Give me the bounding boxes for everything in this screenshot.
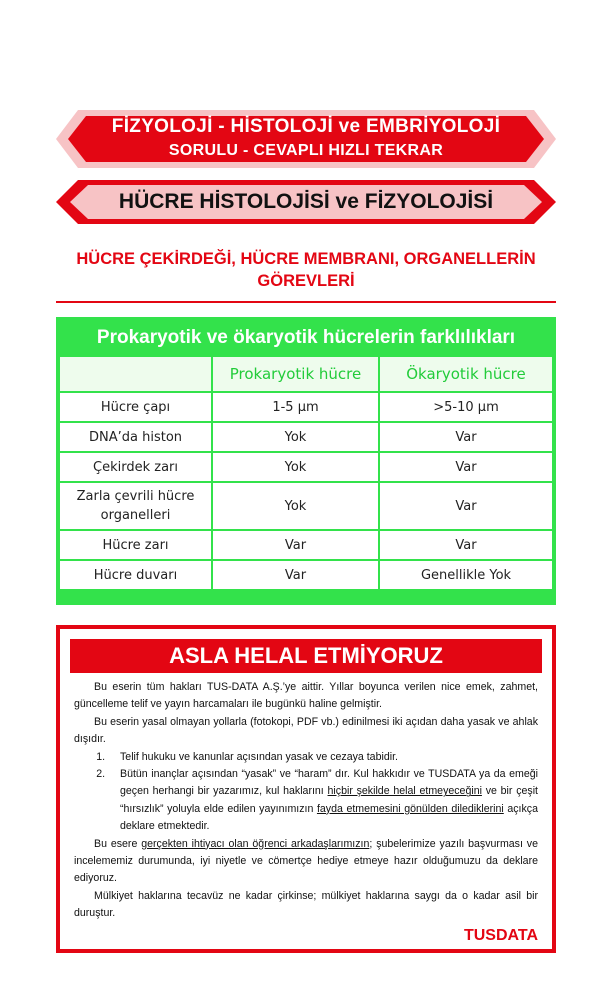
- notice-paragraph-3: [74, 836, 538, 888]
- comparison-table: [58, 355, 554, 591]
- notice-paragraph-4: Mülkiyet haklarına tecavüz ne kadar çirkinse; mülkiyet haklarına saygı da o kadar asil bir duruştur.: [74, 889, 538, 920]
- item2-underlined-1: hiçbir şekilde helal etmeyeceğini: [327, 785, 482, 798]
- p3-text-a: Bu esere: [94, 837, 142, 850]
- chapter-banner: [56, 180, 556, 224]
- notice-list-item-2: [108, 766, 538, 836]
- table-row: [59, 482, 553, 530]
- prokaryotic-value: Yok: [212, 422, 379, 452]
- book-series-subtitle: SORULU - CEVAPLI HIZLI TEKRAR: [168, 142, 444, 159]
- top-banner: [56, 110, 556, 168]
- notice-body: [74, 679, 538, 923]
- section-divider: [56, 301, 556, 303]
- notice-list-item-1: 1. Telif hukuku ve kanunlar açısından yasak ve cezaya tabidir.: [108, 749, 538, 766]
- eukaryotic-value: Var: [379, 452, 553, 482]
- table-row: [59, 422, 553, 452]
- table-row: [59, 530, 553, 560]
- p3-text-b: ; şubelerimize yazılı başvurması ve incelememiz durumunda, iyi niyetle ve cömertçe hediye etmeye hazır olduğumuzu da deklare ediyoruz.: [74, 837, 538, 885]
- section-title-line-1: HÜCRE ÇEKİRDEĞİ, HÜCRE MEMBRANI, ORGANELLERİN: [76, 250, 536, 268]
- eukaryotic-value: Var: [379, 530, 553, 560]
- notice-paragraph-1: Bu eserin tüm hakları TUS-DATA A.Ş.’ye aittir. Yıllar boyunca verilen nice emek, zahmet, güncelleme telif ve yayın harcamaları ile bugünkü haline gelmiştir.: [74, 681, 538, 711]
- table-caption: Prokaryotik ve ökaryotik hücrelerin farklılıkları: [96, 327, 516, 348]
- item2-text-c: açıkça deklare etmektedir.: [120, 802, 538, 833]
- eukaryotic-value: >5-10 μm: [379, 392, 553, 422]
- table-row: [59, 392, 553, 422]
- prokaryotic-value: 1-5 μm: [212, 392, 379, 422]
- row-label: Zarla çevrili hücre organelleri: [59, 482, 212, 530]
- table-row: [59, 452, 553, 482]
- item2-text-b: ve bir çeşit “hırsızlık” yoluyla elde edilen yayınımızın: [120, 785, 538, 815]
- notice-heading: ASLA HELAL ETMİYORUZ: [70, 639, 542, 673]
- row-label: DNA’da histon: [59, 422, 212, 452]
- row-label: Hücre duvarı: [59, 560, 212, 590]
- brand-logo-text: TUSDATA: [463, 927, 538, 944]
- table-row: [59, 560, 553, 590]
- prokaryotic-value: Yok: [212, 452, 379, 482]
- section-title-line-2: GÖREVLERİ: [257, 272, 355, 290]
- row-label: Hücre çapı: [59, 392, 212, 422]
- book-series-title: FİZYOLOJİ - HİSTOLOJİ ve EMBRİYOLOJİ: [111, 116, 501, 137]
- header-cell-eukaryotic: Ökaryotik hücre: [379, 356, 553, 392]
- item2-underlined-2: fayda etmemesini gönülden dilediklerini: [316, 802, 504, 815]
- header-cell-prokaryotic: Prokaryotik hücre: [212, 356, 379, 392]
- prokaryotic-value: Var: [212, 560, 379, 590]
- comparison-table-panel: [56, 317, 556, 605]
- header-cell-empty: [59, 356, 212, 392]
- row-label: Çekirdek zarı: [59, 452, 212, 482]
- prokaryotic-value: Var: [212, 530, 379, 560]
- chapter-title: HÜCRE HİSTOLOJİSİ ve FİZYOLOJİSİ: [118, 190, 494, 213]
- copyright-notice: [56, 625, 556, 953]
- p3-underlined: gerçekten ihtiyacı olan öğrenci arkadaşlarımızın: [141, 837, 370, 850]
- table-header-row: [59, 356, 553, 392]
- item2-text-a: Bütün inançlar açısından “yasak” ve “haram” dır. Kul hakkıdır ve TUSDATA ya da emeği geçen herhangi bir yazarımız, kul haklarını: [120, 768, 538, 798]
- prokaryotic-value: Yok: [212, 482, 379, 530]
- eukaryotic-value: Genellikle Yok: [379, 560, 553, 590]
- section-title: [56, 248, 556, 292]
- eukaryotic-value: Var: [379, 482, 553, 530]
- row-label: Hücre zarı: [59, 530, 212, 560]
- notice-list: [74, 749, 538, 836]
- eukaryotic-value: Var: [379, 422, 553, 452]
- notice-paragraph-2: Bu eserin yasal olmayan yollarla (fotokopi, PDF vb.) edinilmesi iki açıdan daha yasak ve ahlak dışıdır.: [74, 715, 538, 746]
